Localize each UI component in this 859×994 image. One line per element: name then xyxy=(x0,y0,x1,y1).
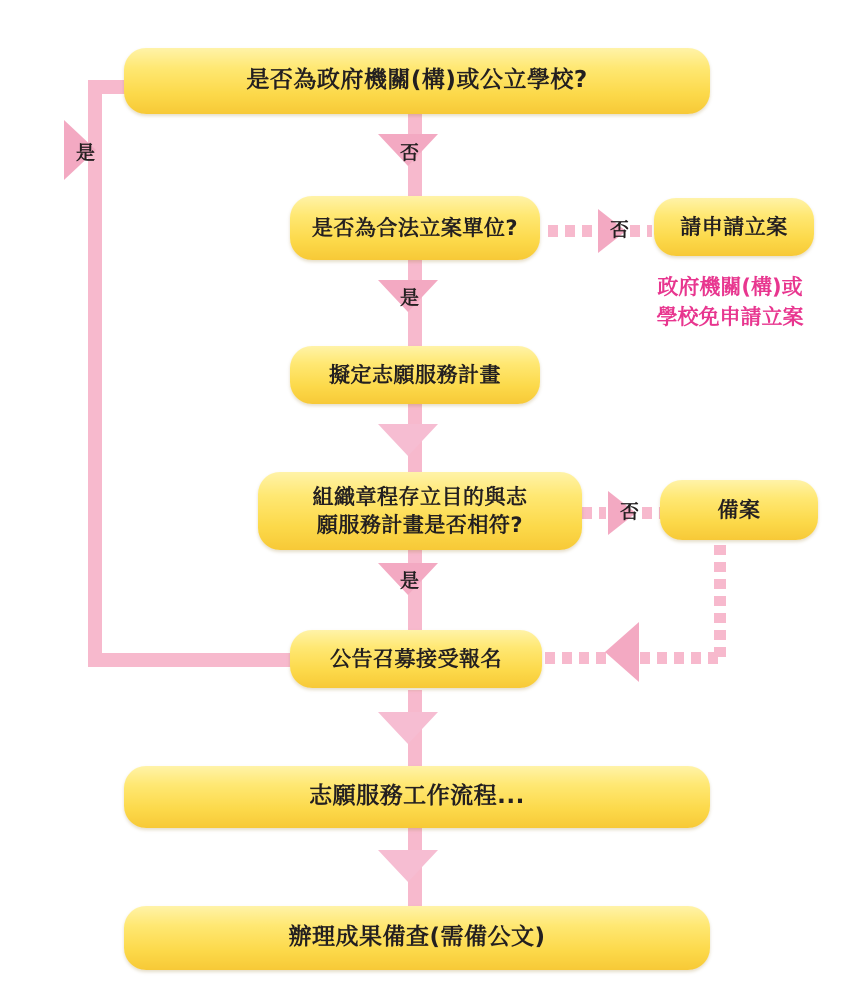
edge-label-yes-announce: 是 xyxy=(400,570,420,592)
node-label: 請申請立案 xyxy=(680,214,788,239)
note-exempt-registration xyxy=(620,272,840,333)
node-label: 辦理成果備查(需備公文) xyxy=(288,924,546,951)
bypass-bottom-segment xyxy=(88,653,310,667)
node-results-filing[interactable] xyxy=(124,906,710,970)
node-announce-recruit-register[interactable] xyxy=(290,630,542,688)
node-label: 公告召募接受報名 xyxy=(330,646,502,671)
edge-label-no-record: 否 xyxy=(620,501,640,523)
node-volunteer-work-process[interactable] xyxy=(124,766,710,828)
node-label: 志願服務工作流程... xyxy=(309,783,525,810)
node-government-or-public-school[interactable] xyxy=(124,48,710,114)
node-please-apply-registration[interactable] xyxy=(654,198,814,256)
dotted-announce-inlet xyxy=(545,652,607,664)
note-line-1: 政府機關(構)或 xyxy=(657,275,803,299)
arrow-record-to-announce xyxy=(605,622,639,682)
dotted-record-down xyxy=(714,545,726,657)
edge-label-yes-plan: 是 xyxy=(400,287,420,309)
node-charter-matches-plan[interactable] xyxy=(258,472,582,550)
arrow-n8-to-n9 xyxy=(378,850,438,882)
edge-label-no-register: 否 xyxy=(610,219,630,241)
dotted-register-arrowgap xyxy=(630,225,652,237)
note-line-2: 學校免申請立案 xyxy=(656,305,804,330)
edge-label-yes-left: 是 xyxy=(76,142,96,164)
arrow-n7-to-n8 xyxy=(378,712,438,744)
node-label: 是否為政府機關(構)或公立學校? xyxy=(246,67,588,94)
edge-label-no-top: 否 xyxy=(400,142,420,164)
node-label: 備案 xyxy=(717,497,761,522)
node-label-line-1: 組織章程存立目的與志 xyxy=(312,484,528,509)
node-label-line-2: 願服務計畫是否相符? xyxy=(316,513,524,537)
node-draft-volunteer-plan[interactable] xyxy=(290,346,540,404)
node-legally-registered-unit[interactable] xyxy=(290,196,540,260)
node-label: 是否為合法立案單位? xyxy=(311,215,519,240)
node-file-for-record[interactable] xyxy=(660,480,818,540)
node-label: 擬定志願服務計畫 xyxy=(329,362,501,387)
dotted-n2-to-register xyxy=(548,225,596,237)
dotted-record-to-announce xyxy=(640,652,724,664)
dotted-n5-to-record xyxy=(582,507,606,519)
arrow-n4-to-n5 xyxy=(378,424,438,456)
